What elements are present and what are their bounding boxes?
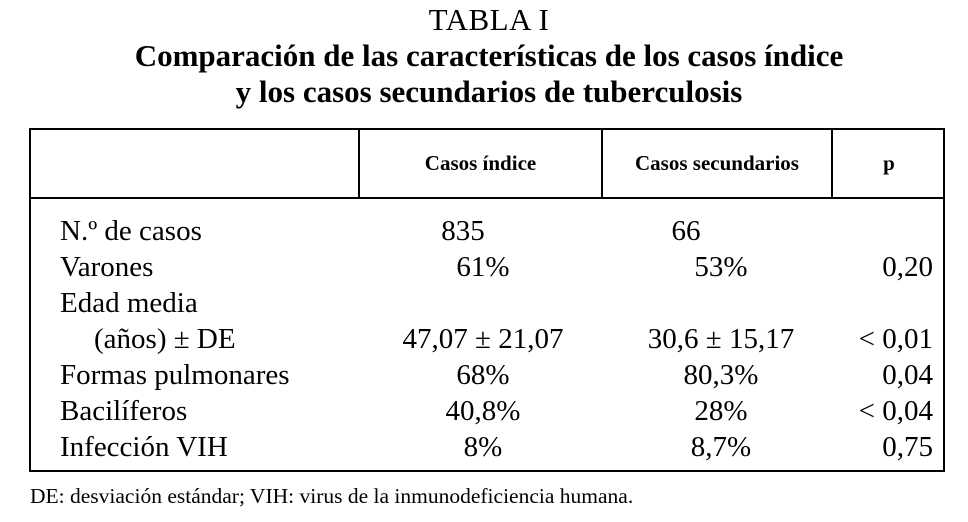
cell-casos-indice: 835 <box>441 215 485 247</box>
row-label: Bacilíferos <box>60 395 188 427</box>
row-label: (años) ± DE <box>94 323 236 355</box>
table-heading-line-2: y los casos secundarios de tuberculosis <box>235 74 743 109</box>
cell-casos-indice: 47,07 ± 21,07 <box>402 323 564 355</box>
table-heading-line-1: Comparación de las características de los casos índice <box>134 38 844 73</box>
row-label: Infección VIH <box>60 431 228 463</box>
table-row <box>31 357 943 393</box>
row-label: Varones <box>60 251 154 283</box>
table-row <box>31 213 943 249</box>
cell-casos-secundarios: 66 <box>671 215 701 247</box>
cell-p: < 0,01 <box>858 323 933 355</box>
cell-p: 0,75 <box>882 431 933 463</box>
row-label: Formas pulmonares <box>60 359 290 391</box>
cell-casos-indice: 68% <box>456 359 510 391</box>
table-row <box>31 249 943 285</box>
cell-casos-secundarios: 30,6 ± 15,17 <box>647 323 795 355</box>
column-header-casos-indice: Casos índice <box>424 151 537 175</box>
table-number: TABLA I <box>428 2 550 37</box>
cell-p: < 0,04 <box>858 395 933 427</box>
cell-p: 0,20 <box>882 251 933 283</box>
table-row <box>31 393 943 429</box>
cell-p: 0,04 <box>882 359 933 391</box>
column-header-p: p <box>883 151 895 175</box>
cell-casos-secundarios: 8,7% <box>690 431 752 463</box>
cell-casos-secundarios: 80,3% <box>683 359 759 391</box>
cell-casos-secundarios: 28% <box>694 395 748 427</box>
table-title-block <box>0 2 968 110</box>
row-label: N.º de casos <box>60 215 202 247</box>
cell-casos-secundarios: 53% <box>694 251 748 283</box>
column-header-casos-secundarios: Casos secundarios <box>635 151 799 175</box>
table-footnote: DE: desviación estándar; VIH: virus de la inmunodeficiencia humana. <box>30 484 634 508</box>
cell-casos-indice: 40,8% <box>445 395 521 427</box>
table-body <box>31 213 943 465</box>
table-row <box>31 285 943 321</box>
comparison-table <box>29 128 945 472</box>
cell-casos-indice: 61% <box>456 251 510 283</box>
table-header-row <box>31 130 943 199</box>
row-label: Edad media <box>60 287 198 319</box>
table-row <box>31 429 943 465</box>
table-row <box>31 321 943 357</box>
column-header-label <box>31 130 358 197</box>
cell-casos-indice: 8% <box>463 431 503 463</box>
